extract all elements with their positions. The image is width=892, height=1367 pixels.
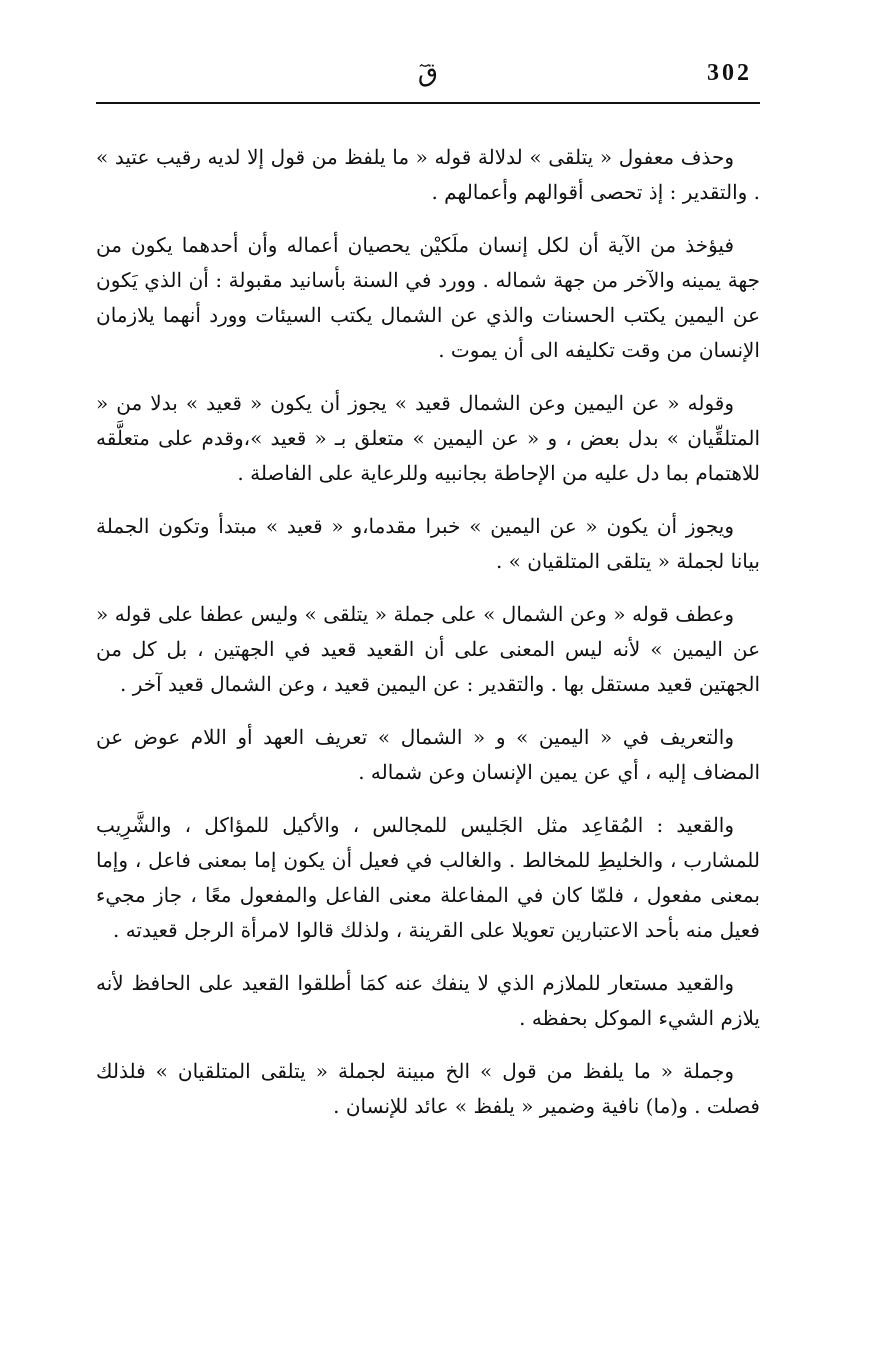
paragraph: وجملة « ما يلفظ من قول » الخ مبينة لجملة « يتلقى المتلقيان » فلذلك فصلت . و(ما) نافية وضمير « يلفظ » عائد للإنسان . <box>96 1059 760 1118</box>
header-divider <box>96 102 760 104</box>
paragraph: فيؤخذ من الآية أن لكل إنسان ملَكيْن يحصيان أعماله وأن أحدهما يكون من جهة يمينه والآخر من جهة شماله . وورد في السنة بأسانيد مقبولة : أن الذي يَكون عن اليمين يكتب الحسنات والذي عن الشمال يكتب السيئات وورد أنهما يلازمان الإنسان من وقت تكليفه الى أن يموت . <box>96 233 760 362</box>
paragraph: والتعريف في « اليمين » و « الشمال » تعريف العهد أو اللام عوض عن المضاف إليه ، أي عن يمين الإنسان وعن شماله . <box>96 725 760 784</box>
paragraph: وعطف قوله « وعن الشمال » على جملة « يتلقى » وليس عطفا على قوله « عن اليمين » لأنه ليس المعنى على أن القعيد قعيد في الجهتين ، بل كل من الجهتين قعيد مستقل بها . والتقدير : عن اليمين قعيد ، وعن الشمال قعيد آخر . <box>96 602 760 696</box>
paragraph: ويجوز أن يكون « عن اليمين » خبرا مقدما،و « قعيد » مبتدأ وتكون الجملة بيانا لجملة « يتلقى المتلقيان » . <box>96 514 760 573</box>
surah-name: قٓ <box>417 58 439 88</box>
paragraph: وقوله « عن اليمين وعن الشمال قعيد » يجوز أن يكون « قعيد » بدلا من « المتلقِّيان » بدل بعض ، و « عن اليمين » متعلق بـ « قعيد »،وقدم على متعلَّقه للاهتمام بما دل عليه من الإحاطة بجانبيه وللرعاية على الفاصلة . <box>96 391 760 485</box>
paragraph: والقعيد مستعار للملازم الذي لا ينفك عنه كمَا أطلقوا القعيد على الحافظ لأنه يلازم الشيء الموكل بحفظه . <box>96 971 760 1030</box>
page-body <box>96 140 760 1142</box>
paragraph: والقعيد : المُقاعِد مثل الجَليس للمجالس ، والأكيل للمؤاكل ، والشَّرِيب للمشارب ، والخليطِ للمخالط . والغالب في فعيل أن يكون إما بمعنى فاعل ، وإما بمعنى مفعول ، فلمّا كان في المفاعلة معنى الفاعل والمفعول معًا ، جاز مجيء فعيل منه بأحد الاعتبارين تعويلا على القرينة ، ولذلك قالوا لامرأة الرجل قعيدته . <box>96 813 760 942</box>
paragraph: وحذف معفول « يتلقى » لدلالة قوله « ما يلفظ من قول إلا لديه رقيب عتيد » . والتقدير : إذ تحصى أقوالهم وأعمالهم . <box>96 145 760 204</box>
page-header <box>96 58 760 98</box>
page-number: 302 <box>707 60 752 86</box>
